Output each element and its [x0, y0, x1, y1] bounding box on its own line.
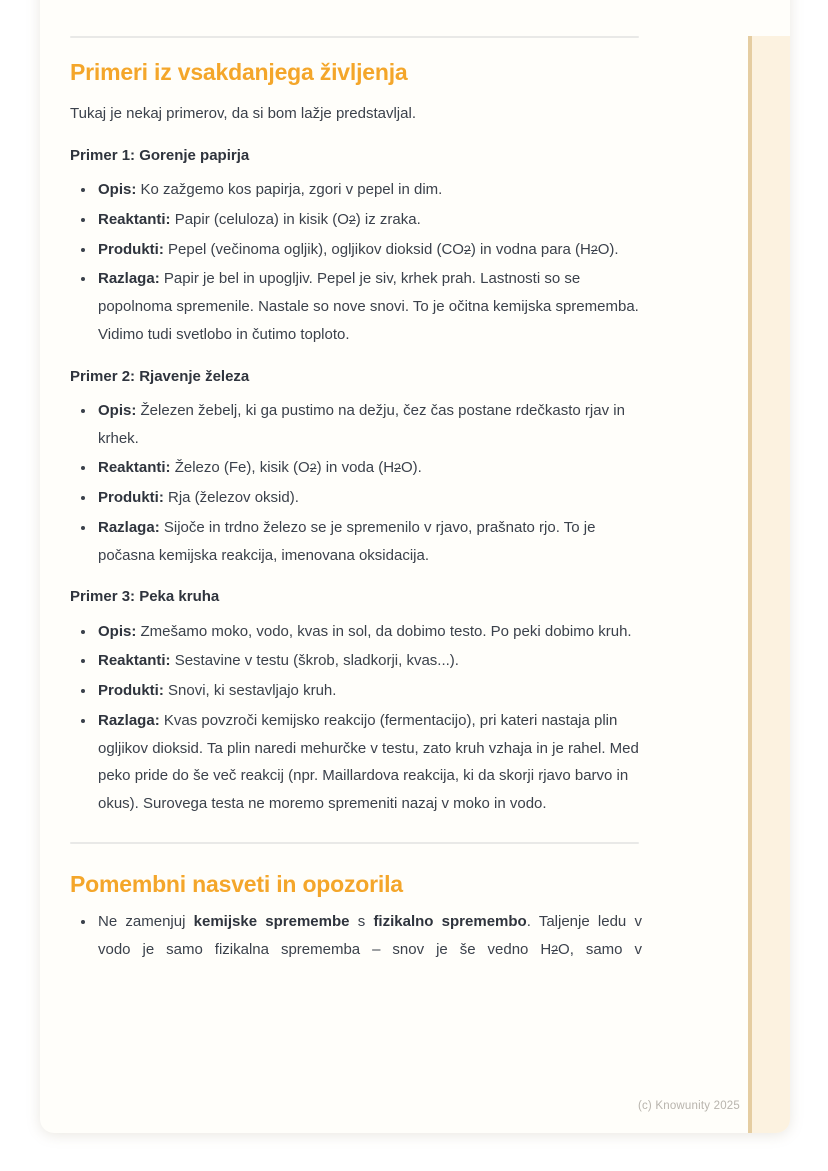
subscript-2: 2 — [309, 461, 317, 476]
text-run: ) in vodna para (H — [470, 240, 591, 258]
right-accent-bar — [748, 36, 790, 1133]
bold-text: Razlaga: — [98, 711, 160, 729]
bullet-item — [96, 454, 642, 482]
bold-text: Razlaga: — [98, 518, 160, 536]
note-content — [70, 36, 642, 965]
text-run: . Taljenje ledu v vodo je samo fizikalna sprememba – snov je še vedno H — [98, 912, 643, 958]
note-card — [40, 0, 790, 1133]
text-run: Pepel (večinoma ogljik), ogljikov dioksid (CO — [163, 240, 464, 258]
example-bullet-list — [70, 618, 642, 818]
bullet-item — [96, 206, 642, 234]
text-run: Rja (železov oksid). — [163, 489, 299, 507]
subscript-2: 2 — [551, 942, 559, 957]
bullet-item — [96, 484, 642, 512]
bold-text: Produkti: — [98, 240, 164, 258]
example-heading: Primer 1: Gorenje papirja — [70, 146, 250, 164]
example-heading: Primer 2: Rjavenje železa — [70, 367, 250, 385]
top-divider — [70, 36, 639, 38]
text-run: Ko zažgemo kos papirja, zgori v pepel in dim. — [136, 181, 443, 199]
bold-text: kemijske spremembe — [193, 912, 350, 930]
text-run: Zmešamo moko, vodo, kvas in sol, da dobimo testo. Po peki dobimo kruh. — [136, 622, 632, 640]
text-run: Sestavine v testu (škrob, sladkorji, kvas...). — [170, 652, 459, 670]
text-run: Papir je bel in upogljiv. Pepel je siv, krhek prah. Lastnosti so se popolnoma spremenile. Nastale so nove snovi. To je očitna kemijska sprememba. Vidimo tudi svetlobo in čutimo toploto. — [98, 270, 639, 343]
bullet-item — [96, 707, 642, 818]
bold-text: Razlaga: — [98, 270, 160, 288]
bullet-item — [96, 647, 642, 675]
text-run: O). — [400, 459, 422, 477]
bold-text: Opis: — [98, 622, 137, 640]
copyright-footer: (c) Knowunity 2025 — [637, 1100, 740, 1112]
section-title-examples: Primeri iz vsakdanjega življenja — [70, 59, 408, 85]
bullet-item — [96, 176, 642, 204]
bullet-item — [96, 397, 642, 453]
text-run: s — [349, 912, 374, 930]
subscript-2: 2 — [590, 242, 598, 257]
text-run: ) in voda (H — [316, 459, 395, 477]
subscript-2: 2 — [348, 212, 356, 227]
bold-text: Opis: — [98, 401, 137, 419]
examples-container — [70, 146, 642, 818]
subscript-2: 2 — [463, 242, 471, 257]
bold-text: Opis: — [98, 181, 137, 199]
bold-text: Reaktanti: — [98, 210, 171, 228]
example-bullet-list — [70, 176, 642, 349]
bullet-item — [96, 908, 642, 964]
bold-text: Reaktanti: — [98, 652, 171, 670]
text-run: Papir (celuloza) in kisik (O — [170, 210, 349, 228]
text-run: Kvas povzroči kemijsko reakcijo (fermentacijo), pri kateri nastaja plin ogljikov dioksid. Ta plin naredi mehurčke v testu, zato kruh vzhaja in je rahel. Med peko pride do še več reakcij (npr. Maillardova reakcija, ki da skorji rjavo barvo in okus). Surovega testa ne moremo spremeniti nazaj v moko in vodo. — [98, 711, 639, 813]
bullet-item — [96, 618, 642, 646]
tips-list — [70, 908, 642, 964]
bullet-item — [96, 236, 642, 264]
text-run: Ne zamenjuj — [98, 912, 194, 930]
bullet-item — [96, 514, 642, 570]
mid-divider — [70, 842, 639, 844]
example-bullet-list — [70, 397, 642, 570]
bold-text: Produkti: — [98, 682, 164, 700]
text-run: O, samo v — [558, 940, 642, 958]
example-heading: Primer 3: Peka kruha — [70, 588, 220, 606]
intro-paragraph: Tukaj je nekaj primerov, da si bom lažje predstavljal. — [70, 105, 416, 123]
section-title-tips: Pomembni nasveti in opozorila — [70, 870, 403, 897]
bold-text: fizikalno spremembo — [373, 912, 527, 930]
text-run: O). — [597, 240, 619, 258]
subscript-2: 2 — [394, 461, 401, 476]
text-run: Sijoče in trdno železo se je spremenilo v rjavo, prašnato rjo. To je počasna kemijska reakcija, imenovana oksidacija. — [98, 518, 596, 564]
text-run: ) iz zraka. — [355, 210, 421, 228]
text-run: Železen žebelj, ki ga pustimo na dežju, čez čas postane rdečkasto rjav in krhek. — [98, 401, 625, 447]
bold-text: Reaktanti: — [98, 459, 171, 477]
bold-text: Produkti: — [98, 489, 164, 507]
text-run: Železo (Fe), kisik (O — [170, 459, 310, 477]
bullet-item — [96, 265, 642, 348]
bullet-item — [96, 677, 642, 705]
text-run: Snovi, ki sestavljajo kruh. — [163, 682, 337, 700]
